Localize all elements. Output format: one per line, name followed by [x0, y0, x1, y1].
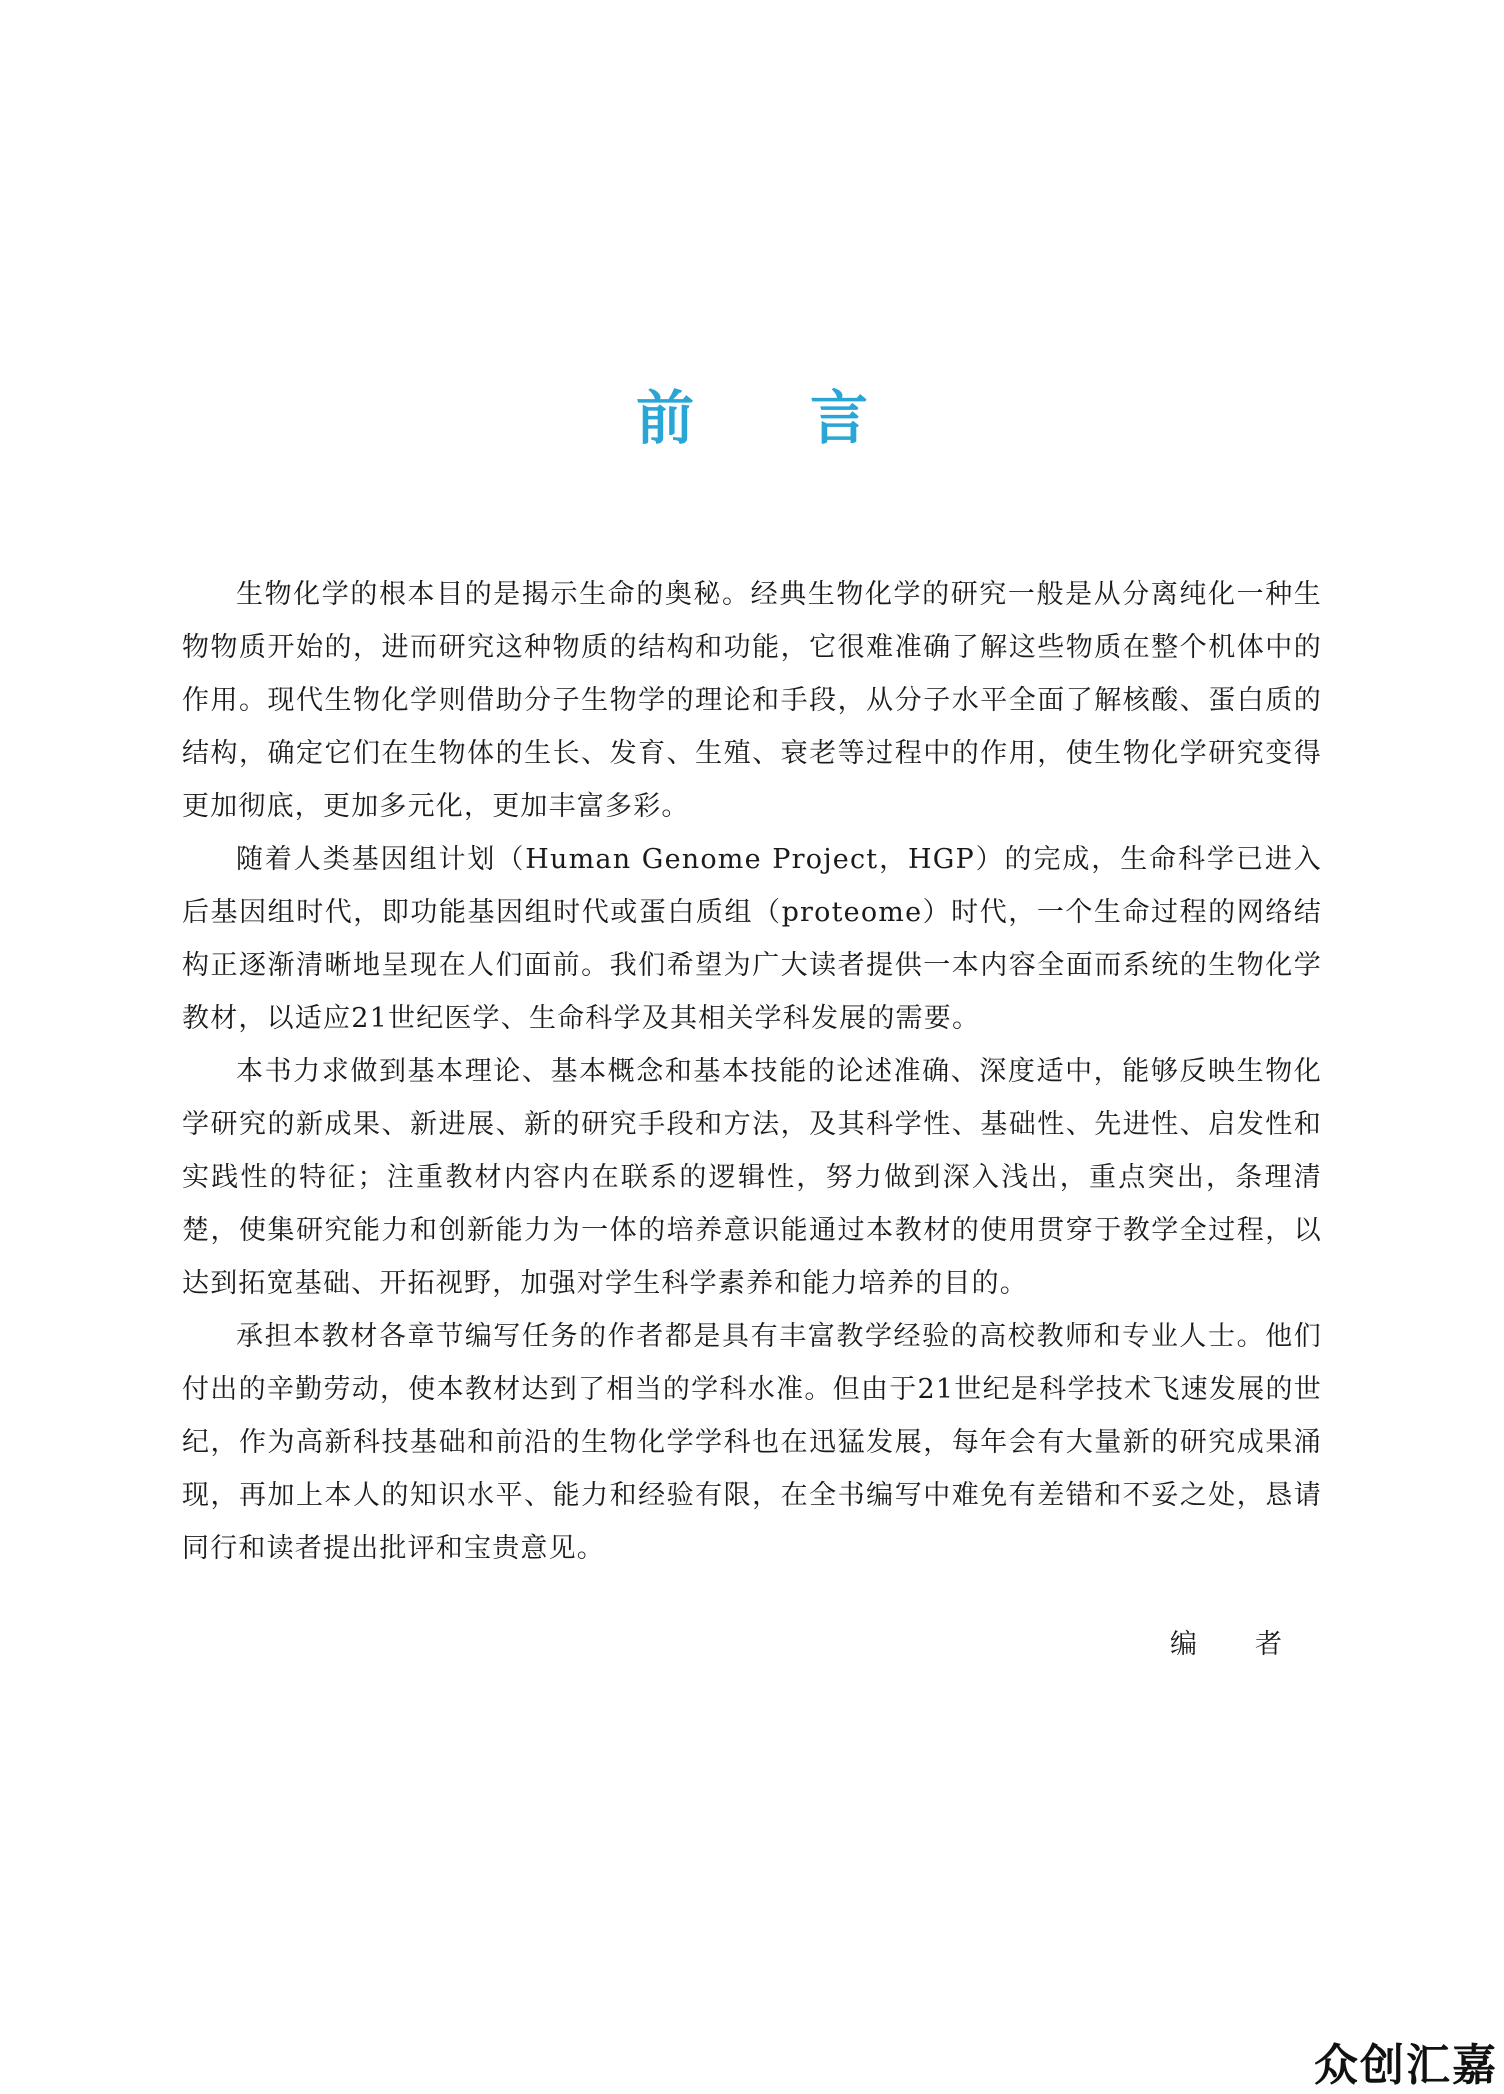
paragraph-4: 承担本教材各章节编写任务的作者都是具有丰富教学经验的高校教师和专业人士。他们付出的辛勤劳动，使本教材达到了相当的学科水准。但由于21世纪是科学技术飞速发展的世纪，作为高新科技基础和前沿的生物化学学科也在迅猛发展，每年会有大量新的研究成果涌现，再加上本人的知识水平、能力和经验有限，在全书编写中难免有差错和不妥之处，恳请同行和读者提出批评和宝贵意见。	[182, 1321, 1322, 1564]
preface-body	[182, 568, 1322, 1575]
page-title: 前言	[635, 384, 984, 452]
author-signature: 编者	[1170, 1629, 1340, 1660]
watermark-logo: 众创汇嘉	[1314, 2040, 1498, 2091]
paragraph-2: 随着人类基因组计划（Human Genome Project，HGP）的完成，生命科学已进入后基因组时代，即功能基因组时代或蛋白质组（proteome）时代，一个生命过程的网络结构正逐渐清晰地呈现在人们面前。我们希望为广大读者提供一本内容全面而系统的生物化学教材，以适应21世纪医学、生命科学及其相关学科发展的需要。	[182, 844, 1322, 1034]
paragraph-1: 生物化学的根本目的是揭示生命的奥秘。经典生物化学的研究一般是从分离纯化一种生物物质开始的，进而研究这种物质的结构和功能，它很难准确了解这些物质在整个机体中的作用。现代生物化学则借助分子生物学的理论和手段，从分子水平全面了解核酸、蛋白质的结构，确定它们在生物体的生长、发育、生殖、衰老等过程中的作用，使生物化学研究变得更加彻底，更加多元化，更加丰富多彩。	[182, 579, 1322, 822]
paragraph-3: 本书力求做到基本理论、基本概念和基本技能的论述准确、深度适中，能够反映生物化学研究的新成果、新进展、新的研究手段和方法，及其科学性、基础性、先进性、启发性和实践性的特征；注重教材内容内在联系的逻辑性，努力做到深入浅出，重点突出，条理清楚，使集研究能力和创新能力为一体的培养意识能通过本教材的使用贯穿于教学全过程，以达到拓宽基础、开拓视野，加强对学生科学素养和能力培养的目的。	[182, 1056, 1322, 1299]
